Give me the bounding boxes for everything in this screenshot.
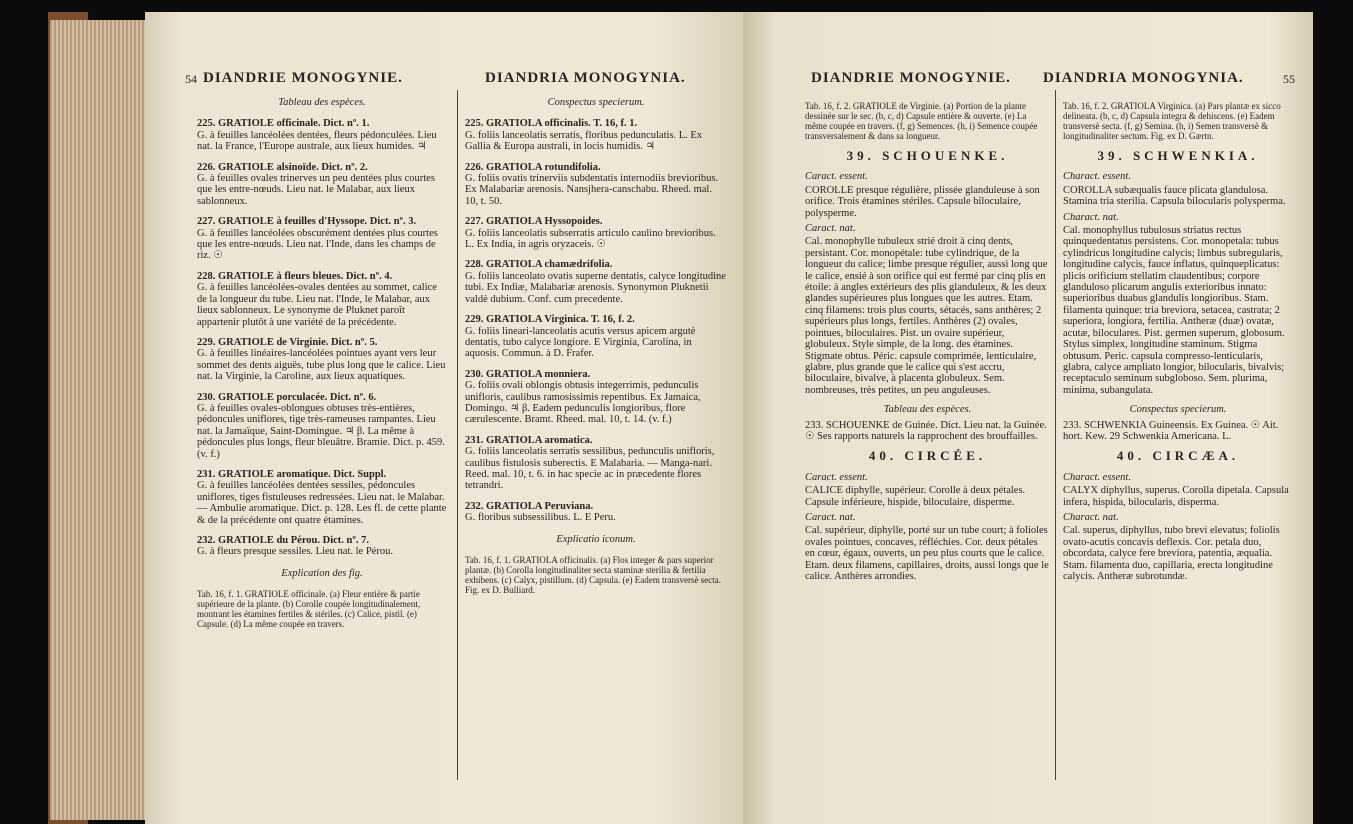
species-entry [465,118,727,152]
species-entry [197,162,447,208]
species-description: G. foliis ovali oblongis obtusis integerrimis, pedunculis unifloris, caulibus ramosissimis repentibus. Ex Jamaica, Domingo. ♃ β. Eadem pedunculis longioribus, flore cærulescente. Bramt. Rheed. mal. 10, t. 14. (v. f.) [465,380,701,426]
species-description: G. à feuilles lancéolées obscurément dentées plus courtes que les entre-nœuds. Lieu nat. l'Inde, dans les champs de riz. ☉ [197,227,438,262]
french-column [197,97,447,638]
explication-title: Explication des fig. [281,567,363,579]
species-heading: 226. GRATIOLA rotundifolia. [465,161,601,173]
explication-title: Explicatio iconum. [556,533,636,545]
explication-text: Tab. 16, f. 1. GRATIOLE officinale. (a) Fleur entière & partie supérieure de la plante. (b) Corolle coupée longitudinalement, montrant les étamines fertiles & stériles. (c) Calice, pistil. (e) Capsule. (d) La même coupée en travers. [197,589,421,630]
species-description: G. à feuilles lancéolées dentées, fleurs pédonculées. Lieu nat. la France, l'Europe australe, aux lieux humides. ♃ [197,129,437,153]
species-heading: 225. GRATIOLE officinale. Dict. nº. 1. [197,118,370,130]
column-divider [457,90,458,780]
species-description: G. foliis lanceolatis serratis, floribus pedunculatis. L. Ex Gallia & Europa australi, in locis humidis. ♃ [465,129,703,153]
latin-column [1063,92,1293,582]
french-column [805,92,1050,582]
species-heading: 230. GRATIOLA monniera. [465,368,591,380]
description: Cal. superus, diphyllus, tubo brevi elevatus; foliolis ovato-acutis concavis deflexis. Cor. petala duo, obcordata, calyce fere breviora, patentia, æqualia. Stam. filamenta duo, capillaria, erecta longitudine calycis. Antheræ subrotundæ. [1063,525,1280,582]
page-number: 55 [1283,72,1295,86]
species-entry [197,469,447,526]
species-heading: 231. GRATIOLE aromatique. Dict. Suppl. [197,468,387,480]
label: Charact. essent. [1063,171,1131,183]
species-entry [465,369,727,426]
species-description: G. à feuilles lancéolées dentées sessiles, pédoncules uniflores, tiges fistuleuses redressées. Lieu nat. le Malabar. — Ambulie aromatique. Dict. p. 128. Les fl. de cette plante & de la précédente ont quatre étamines. [197,480,447,526]
species-description: G. foliis lanceolatis serratis sessilibus, pedunculis unifloris, caulibus fistulosis suberectis. E Malabaria. — Manga-nari. Reed. mal. 10, t. 6. in hac specie ac in præcedente flores tetrandri. [465,446,715,492]
species-description: G. foliis lineari-lanceolatis acutis versus apicem argutè dentatis, tubo calyce longiore. E Virginia, Carolina, in aquosis. Commun. à D. Frafer. [465,325,696,360]
species-description: G. à feuilles linéaires-lancéolées pointues ayant vers leur sommet des dents aiguës, tube plus long que le calice. Lieu nat. la Virginie, la Caroline, aux lieux aquatiques. [197,348,446,383]
label: Charact. nat. [1063,511,1119,523]
species-heading: 229. GRATIOLE de Virginie. Dict. nº. 5. [197,336,378,348]
explication-text: Tab. 16, f. 1. GRATIOLA officinalis. (a) Flos integer & pars superior plantæ. (b) Corolla longitudinaliter secta staminæ sterilia & fertilia exhibens. (c) Calyx, pistillum. (d) Capsula. (e) Eadem transversè secta. Fig. ex D. Bulliard. [465,555,721,595]
label: Caract. nat. [805,223,856,235]
label: Charact. nat. [1063,211,1119,223]
species-heading: 232. GRATIOLA Peruviana. [465,500,594,512]
genus-heading: 39. SCHOUENKE. [846,148,1009,163]
label: Caract. essent. [805,471,868,483]
label: Caract. essent. [805,171,868,183]
genus-heading: 40. CIRCÆA. [1116,448,1240,464]
species-entry [197,392,447,460]
description: CALYX diphyllus, superus. Corolla dipetala. Capsula infera, hispida, bilocularis, disperma. [1063,485,1289,508]
genus-heading: 39. SCHWENKIA. [1097,148,1259,163]
open-book [50,12,1315,824]
genus-heading: 40. CIRCÉE. [868,448,987,464]
description: Cal. supérieur, diphylle, porté sur un tube court; à folioles ovales pointues, concaves, réfléchies. Cor. deux pétales en cœur, égaux, ouverts, un peu plus courts que le calice. Etam. deux filamens, capillaires, droits, aussi longs que le calice. Anthères arrondies. [805,525,1049,582]
species-description: G. foliis ovatis trinerviis subdentatis internodiis brevioribus. Ex Malabariæ arenosis. Nansjhera-canschabu. Rheed. mal. 10, t. 50. [465,173,719,207]
species-description: G. à feuilles ovales trinerves un peu dentées plus courtes que les entre-nœuds. Lieu nat. le Malabar, aux lieux sablonneux. [197,173,435,207]
page-edges [50,20,145,820]
header-latin: DIANDRIA MONOGYNIA. [485,70,686,86]
species-entry [197,216,447,262]
species-entry [465,314,727,360]
species-description: G. foliis lanceolato ovatis superne dentatis, calyce longitudine tubi. Ex Indiæ, Malabariæ arenosis. Synonymon Pluknetii valdè dubium. Conf. cum precedente. [465,270,726,305]
header-french: DIANDRIE MONOGYNIE. [811,70,1011,86]
species-entry: 233. SCHOUENKE de Guinée. Dict. Lieu nat. la Guinée. ☉ Ses rapports naturels la rapprochent des brouffailles. [805,419,1047,442]
description: CALICE diphylle, supérieur. Corolle à deux pétales. Capsule inférieure, hispide, biloculaire, disperme. [805,485,1026,508]
header-latin: DIANDRIA MONOGYNIA. [1043,70,1244,86]
species-entry [197,535,447,558]
species-entry [465,162,727,208]
right-page [743,12,1313,824]
header-french: DIANDRIE MONOGYNIE. [203,70,403,86]
page-number: 54 [185,72,197,86]
species-heading: 231. GRATIOLA aromatica. [465,434,593,446]
description: Cal. monophylle tubuleux strié droit à cinq dents, persistant. Cor. monopétale: tube cylindrique, de la longueur du calice; limbe presque régulier, aussi long que le calice, ensié à son orifice qui est fermé par cinq plis en étoile: à angles extérieurs des plis glanduleux, & les deux glandes supérieures plus longues que les autres. Etam. cinq filamens: trois plus courts, sétacés, sans anthères; 2 supérieurs plus longs, fertiles. Anthères (2) ovales, pointues, biloculaires. Pist. un ovaire supérieur, globuleux. Style simple, de la long. des étamines. Stigmate obtus. Péric. capsule comprimée, lenticulaire, glabre, plus grande que le calice qui s'est accru, biloculaire, bivalve, à placenta globuleux. Sem. nombreuses, très petites, un peu anguleuses. [805,236,1048,396]
description: COROLLA subæqualis fauce plicata glandulosa. Stamina tria sterilia. Capsula bilocularis polysperma. [1063,184,1286,208]
species-entry [197,337,447,383]
species-entry: 233. SCHWENKIA Guineensis. Ex Guinea. ☉ Ait. hort. Kew. 29 Schwenkia Americana. L. [1063,419,1279,442]
species-heading: 228. GRATIOLA chamædrifolia. [465,259,613,271]
species-heading: 225. GRATIOLA officinalis. T. 16, f. 1. [465,118,638,130]
species-description: G. foliis lanceolatis subserratis articulo caulino brevioribus. L. Ex India, in agris oryzaceis. ☉ [465,227,716,251]
section-subtitle: Tableau des espèces. [278,97,366,108]
section-subtitle: Tableau des espèces. [883,404,972,416]
latin-column [465,97,727,604]
species-heading: 232. GRATIOLE du Pérou. Dict. nº. 7. [197,535,369,546]
figure-note: Tab. 16, f. 2. GRATIOLE de Virginie. (a) Portion de la plante dessinée sur le sec. (b, c, d) Capsule entière & ouverte. (e) La même coupée en travers. (f, g) Semences. (h, i) Semence coupée transversalement & dans sa longueur. [805,101,1038,141]
species-entry [465,259,727,305]
label: Charact. essent. [1063,471,1131,483]
column-divider [1055,90,1056,780]
species-description: G. à feuilles ovales-oblongues obtuses très-entières, pédoncules uniflores, tige très-rameuses rampantes. Lieu nat. la Jamaïque, Saint-Domingue. ♃ β. La même à pédoncules plus longs, fleur bleuâtre. Bramie. Dict. p. 459. (v. f.) [197,402,445,460]
species-description: G. à fleurs presque sessiles. Lieu nat. le Pérou. [197,546,393,558]
figure-note: Tab. 16, f. 2. GRATIOLA Virginica. (a) Pars plantæ ex sicco delineata. (b, c, d) Capsula integra & dehiscens. (e) Eadem transversè secta. (f, g) Semina. (h, i) Semen transversè & longitudinaliter sectum. Fig. ex D. Gærtn. [1063,101,1281,141]
species-description: G. à feuilles lancéolées-ovales dentées au sommet, calice de la longueur du tube. Lieu nat. l'Inde, le Malabar, aux lieux sablonneux. Le synonyme de Pluknet paroît appartenir plutôt à une variété de la précédente. [197,282,437,328]
species-heading: 227. GRATIOLA Hyssopoides. [465,216,603,228]
left-page [145,12,743,824]
species-heading: 229. GRATIOLA Virginica. T. 16, f. 2. [465,314,635,326]
description: COROLLE presque régulière, plissée glanduleuse à son orifice. Trois étamines stériles. Capsule biloculaire, polysperme. [805,184,1040,219]
species-entry [465,435,727,492]
species-entry [197,271,447,328]
label: Caract. nat. [805,511,856,523]
species-heading: 230. GRATIOLE porculacée. Dict. nº. 6. [197,391,377,403]
species-entry [197,118,447,152]
section-subtitle: Conspectus specierum. [1129,404,1227,416]
species-entry [465,216,727,250]
species-description: G. floribus subsessilibus. L. E Peru. [465,512,616,524]
species-heading: 226. GRATIOLE alsinoïde. Dict. nº. 2. [197,161,368,173]
section-subtitle: Conspectus specierum. [547,97,645,108]
species-entry [465,501,727,524]
species-heading: 228. GRATIOLE à fleurs bleues. Dict. nº. 4. [197,270,393,282]
description: Cal. monophyllus tubulosus striatus rectus quinquedentatus persistens. Cor. monopetala: tubus cylindricus longitudine calycis; limbus subregularis, longitudine calycis, fauce inflatus, quinqueplicatus: plicis orificium stellatim claudentibus; corpore glanduloso plicarum angulis exterioribus innato: superioribus duabus glandulis longioribus. Stam. filamenta quinque: tria breviora, setacea, castrata; 2 superiora, longiora, fertilia. Antheræ (duæ) ovatæ, acutæ, biloculares. Pist. germen superum, globosum. Stylus simplex, longitudine staminum. Stigma obtusum. Peric. capsula compresso-lenticularis, glabra, calyce ampliato longior, bilocularis, bivalvis; receptaculo seminum subgloboso. Sem. plurima, minima, subangulata. [1063,225,1285,396]
species-heading: 227. GRATIOLE à feuilles d'Hyssope. Dict. nº. 3. [197,216,417,228]
